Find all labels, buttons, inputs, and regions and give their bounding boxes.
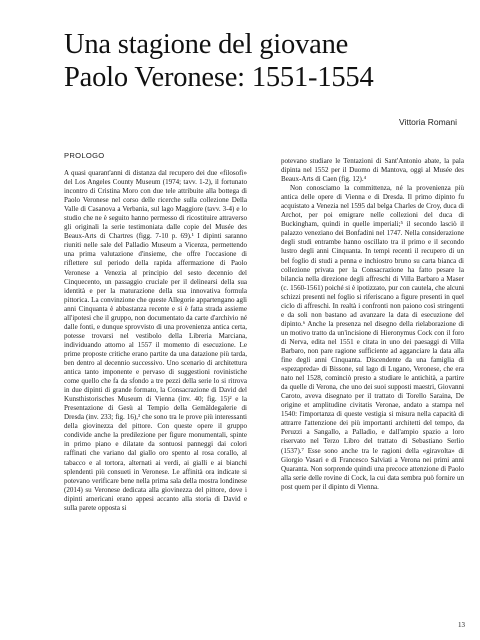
title-line-1: Una stagione del giovane (64, 29, 349, 60)
paragraph: Non conosciamo la committenza, né la provenienza più antica delle opere di Vienna e di Dresda. Il primo dipinto fu acquistato a Venezia nel 1595 dal belga Charles de Croy, duca di Archot, per poi emigrare nelle collezioni del duca di Buckingham, quindi in quelle imperiali;⁵ il secondo lasciò il palazzo veneziano dei Bonfadini nel 1747. Nella considerazione degli studi entrambe hanno oscillato tra il primo e il secondo lustro degli anni Cinquanta. In tempi recenti il recupero di un bel foglio di studi a penna e inchiostro bruno su carta bianca di collezione privata per la Consacrazione ha fatto pesare la bilancia nella direzione degli affreschi di Villa Barbaro a Maser (c. 1560-1561) poiché si è ipotizzato, pur con cautela, che alcuni schizzi presenti nel foglio si riferiscano a figure presenti in quel ciclo di affreschi. In realtà i confronti non paiono così stringenti e da soli non bastano ad avanzare la data di esecuzione del dipinto.⁶ Anche la presenza nel disegno della rielaborazione di un motivo tratto da un'incisione di Hieronymus Cock con il foro di Nerva, edita nel 1551 e citata in uno dei paesaggi di Villa Barbaro, non pare ragione sufficiente ad agganciare la data alla fine degli anni Cinquanta. Discendente da una famiglia di «spezapreda» di Bissone, sul lago di Lugano, Veronese, che era nato nel 1528, cominciò presto a studiare le antichità, a partire da quelle di Verona, che uno dei suoi supposti maestri, Giovanni Caroto, aveva disegnato per il trattato di Torello Saraina, De origine et amplitudine civitatis Veronae, andato a stampa nel 1540: l'importanza di queste vestigia si misura nella capacità di attrarre l'attenzione dei più importanti architetti del tempo, da Peruzzi a Sangallo, a Palladio, e dall'ampio spazio a loro riservato nel Terzo Libro del trattato di Sebastiano Serlio (1537).⁷ Esse sono anche tra le ragioni della «giravolta» di Giorgio Vasari e di Francesco Salviati a Verona nei primi anni Quaranta. Non sorprende quindi una precoce attenzione di Paolo alla serie delle rovine di Cock, la cui data sembra può fornire un post quem per il dipinto di Vienna. (281, 184, 464, 491)
article-title (64, 28, 464, 94)
text-column-right (281, 157, 464, 492)
text-column-left (64, 169, 247, 513)
section-heading: PROLOGO (64, 151, 105, 160)
title-line-2: Paolo Veronese: 1551-1554 (64, 62, 374, 93)
author-name: Vittoria Romani (399, 117, 457, 127)
paragraph: A quasi quarant'anni di distanza dal recupero dei due «filosofi» del Los Angeles County Museum (1974; tavv. 1-2), il fortunato incontro di Cristina Moro con due tele attribuite alla bottega di Paolo Veronese nel corso delle ricerche sulla collezione Della Valle di Casanova a Verbania, sul lago Maggiore (tavv. 3-4) e lo studio che ne è seguito hanno permesso di ricostituire attraverso gli originali la serie testimoniata dalle copie del Musée des Beaux-Arts di Chartres (figg. 7-10 p. 69).¹ I dipinti saranno riuniti nelle sale del Palladio Museum a Vicenza, permettendo una prima valutazione d'insieme, che offre l'occasione di riflettere sul periodo della rapida affermazione di Paolo Veronese a Venezia al principio del sesto decennio del Cinquecento, un passaggio cruciale per il delinearsi della sua identità e per la maturazione della sua innovativa formula pittorica. La convinzione che queste Allegorie appartengano agli anni Cinquanta è abbastanza recente e si è fatta strada assieme all'ipotesi che il gruppo, non documentato da carte d'archivio né dalle fonti, e dunque sprovvisto di una provenienza antica certa, potesse trovarsi nel vestibolo della Libreria Marciana, individuando attorno al 1557 il momento di esecuzione. Le prime proposte critiche erano partite da una datazione più tarda, ben dentro al decennio successivo. Uno scenario di architettura antica tanto imponente e pervaso di suggestioni rovinistiche come quello che fa da sfondo a tre pezzi della serie lo si ritrova in due dipinti di grande formato, la Consacrazione di David del Kunsthistorisches Museum di Vienna (inv. 40; fig. 15)² e la Presentazione di Gesù al Tempio della Gemäldegalerie di Dresda (inv. 233; fig. 16),³ che sono tra le prove più interessanti della giovinezza del pittore. Con queste opere il gruppo condivide anche la predilezione per figure monumentali, spinte in primo piano e dilatate da sontuosi panneggi dai colori raffinati che variano dal giallo oro spento al rosa corallo, al tabacco e al tortora, alternati ai verdi, ai gialli e ai bianchi splendenti più consueti in Veronese. Le affinità ora indicate si potevano verificare bene nella prima sala della mostra londinese (2014) su Veronese dedicata alla giovinezza del pittore, dove i dipinti americani erano appesi accanto alla storia di David e sulla parete opposta si (64, 169, 247, 512)
page-number: 13 (458, 621, 465, 629)
paragraph: potevano studiare le Tentazioni di Sant'Antonio abate, la pala dipinta nel 1552 per il Duomo di Mantova, oggi al Musée des Beaux-Arts di Caen (fig. 12).⁴ (281, 157, 464, 184)
